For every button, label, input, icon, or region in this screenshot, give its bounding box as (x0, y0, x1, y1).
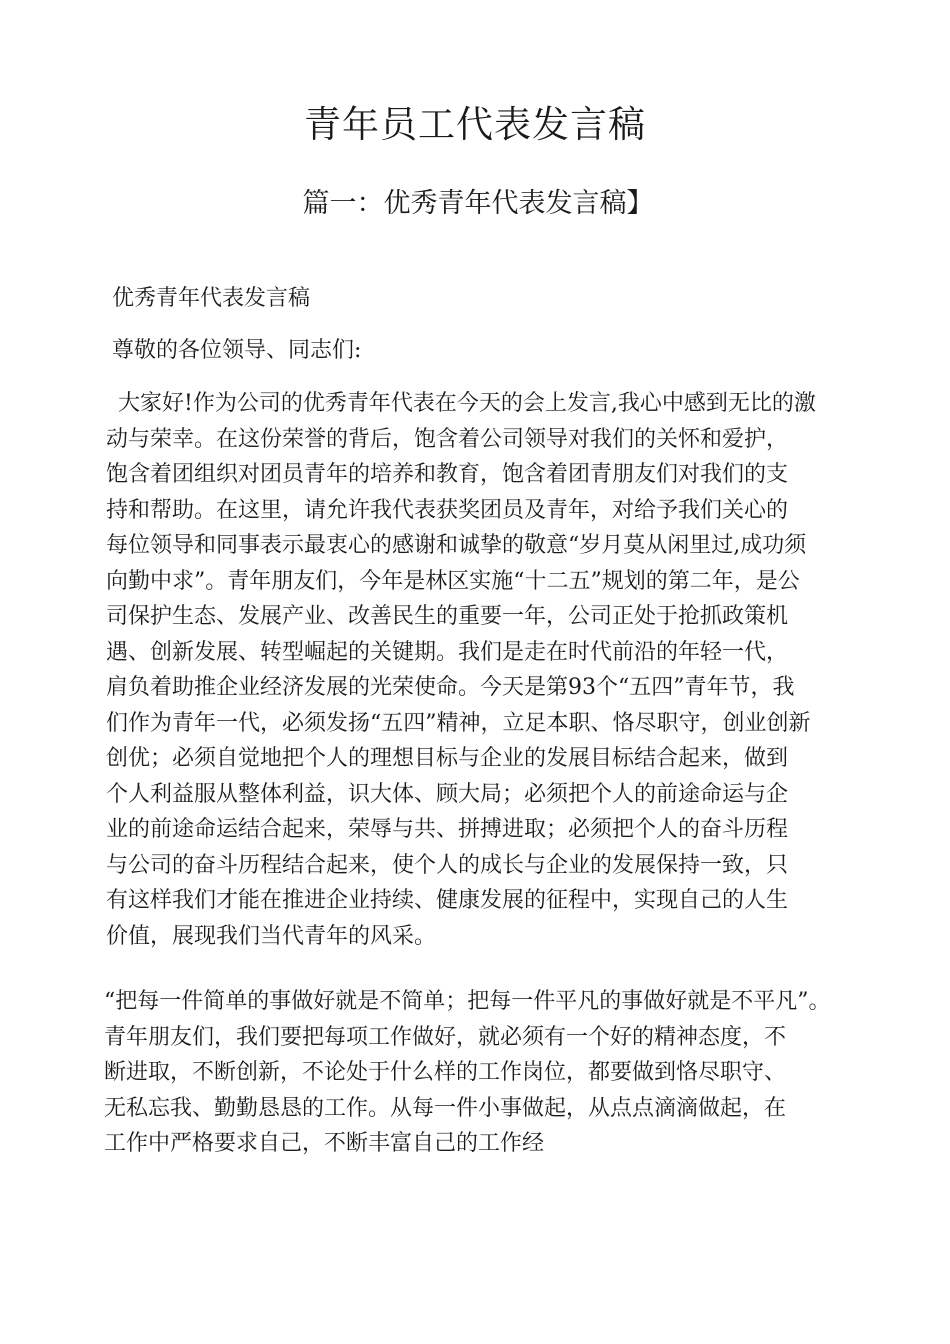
paragraph-line: “把每一件简单的事做好就是不简单；把每一件平凡的事做好就是不平凡”。 (104, 989, 831, 1014)
paragraph-line: 个人利益服从整体利益，识大体、顾大局；必须把个人的前途命运与企 (106, 781, 789, 807)
paragraph-2 (104, 984, 831, 1162)
salutation: 尊敬的各位领导、同志们: (112, 338, 362, 363)
paragraph-1 (106, 386, 816, 954)
paragraph-line: 们作为青年一代，必须发扬“五四”精神，立足本职、恪尽职守，创业创新 (106, 710, 811, 736)
paragraph-line: 动与荣幸。在这份荣誉的背后，饱含着公司领导对我们的关怀和爱护， (106, 426, 789, 452)
paragraph-line: 业的前途命运结合起来，荣辱与共、拼搏进取；必须把个人的奋斗历程 (106, 817, 789, 842)
paragraph-line: 与公司的奋斗历程结合起来，使个人的成长与企业的发展保持一致，只 (106, 852, 789, 878)
paragraph-line: 司保护生态、发展产业、改善民生的重要一年，公司正处于抢抓政策机 (106, 604, 789, 629)
document-subtitle: 篇一：优秀青年代表发言稿】 (302, 188, 654, 219)
paragraph-line: 大家好!作为公司的优秀青年代表在今天的会上发言,我心中感到无比的激 (118, 391, 816, 416)
paragraph-line: 遇、创新发展、转型崛起的关键期。我们是走在时代前沿的年轻一代， (106, 639, 789, 665)
paragraph-line: 断进取，不断创新，不论处于什么样的工作岗位，都要做到恪尽职守、 (104, 1060, 787, 1085)
paragraph-line: 每位领导和同事表示最衷心的感谢和诚挚的敬意“岁月莫从闲里过,成功须 (106, 533, 807, 558)
paragraph-line: 饱含着团组织对团员青年的培养和教育，饱含着团青朋友们对我们的支 (106, 462, 789, 487)
paragraph-line: 工作中严格要求自己，不断丰富自己的工作经 (104, 1131, 545, 1156)
paragraph-line: 持和帮助。在这里，请允许我代表获奖团员及青年，对给予我们关心的 (106, 497, 789, 523)
paragraph-line: 向勤中求”。青年朋友们，今年是林区实施“十二五”规划的第二年，是公 (106, 568, 800, 594)
paragraph-line: 有这样我们才能在推进企业持续、健康发展的征程中，实现自己的人生 (106, 888, 789, 913)
paragraph-line: 无私忘我、勤勤恳恳的工作。从每一件小事做起，从点点滴滴做起，在 (104, 1095, 787, 1121)
paragraph-line: 肩负着助推企业经济发展的光荣使命。今天是第93个“五四”青年节，我 (106, 675, 795, 700)
paragraph-line: 创优；必须自觉地把个人的理想目标与企业的发展目标结合起来，做到 (106, 746, 789, 771)
heading-line: 优秀青年代表发言稿 (112, 286, 311, 311)
paragraph-line: 价值，展现我们当代青年的风采。 (106, 923, 437, 949)
document-title: 青年员工代表发言稿 (304, 103, 646, 146)
paragraph-line: 青年朋友们，我们要把每项工作做好，就必须有一个好的精神态度，不 (104, 1024, 787, 1050)
